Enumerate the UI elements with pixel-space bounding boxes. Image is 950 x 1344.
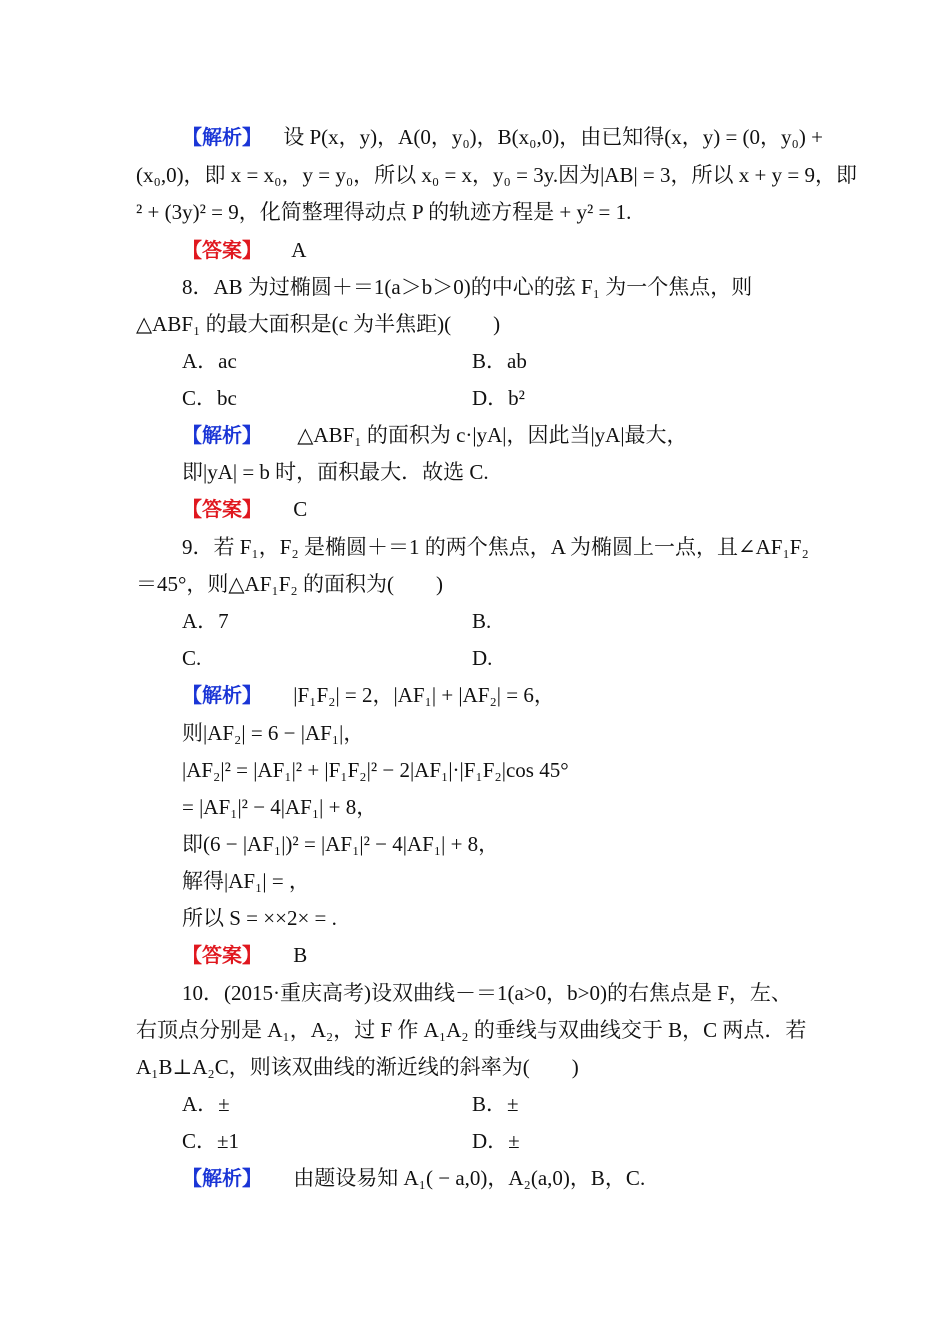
q8-analysis-line-1 <box>182 421 688 449</box>
q9-analysis-text-1: |F₁F₂| = 2，|AF₁| + |AF₂| = 6， <box>293 683 555 707</box>
q10-stem-line-1: 10．(2015·重庆高考)设双曲线－＝1(a>0，b>0)的右焦点是 F，左、 <box>182 981 792 1005</box>
q8-option-b[interactable]: B．ab <box>472 349 527 373</box>
answer-tag: 【答案】 <box>182 497 262 521</box>
q8-answer-value: C <box>293 497 308 521</box>
q9-answer-value: B <box>293 943 308 967</box>
q10-option-d[interactable]: D．± <box>472 1129 520 1153</box>
q9-option-c[interactable]: C. <box>182 646 202 670</box>
q9-answer-line <box>182 941 307 969</box>
q9-option-a[interactable]: A．7 <box>182 609 229 633</box>
q9-analysis-line-2: 则|AF₂| = 6 − |AF₁|， <box>182 721 365 745</box>
q7-answer-value: A <box>291 238 307 262</box>
q8-option-d[interactable]: D．b² <box>472 386 525 410</box>
analysis-tag: 【解析】 <box>182 1166 262 1190</box>
q8-stem-line-1: 8．AB 为过椭圆＋＝1(a＞b＞0)的中心的弦 F₁ 为一个焦点，则 <box>182 275 753 299</box>
q10-option-b[interactable]: B．± <box>472 1092 519 1116</box>
q8-answer-line <box>182 495 307 523</box>
q9-analysis-line-3: |AF₂|² = |AF₁|² + |F₁F₂|² − 2|AF₁|·|F₁F₂|cos 45° <box>182 758 569 782</box>
q10-analysis-line-1 <box>182 1164 645 1192</box>
q7-analysis-line-2: (x₀,0)，即 x = x₀，y = y₀，所以 x₀ = x，y₀ = 3y.因为|AB| = 3，所以 x + y = 9，即 <box>136 163 857 187</box>
q9-option-d[interactable]: D. <box>472 646 493 670</box>
q10-option-c[interactable]: C．±1 <box>182 1129 240 1153</box>
analysis-tag: 【解析】 <box>182 683 262 707</box>
analysis-tag: 【解析】 <box>182 125 262 149</box>
q9-analysis-line-4: = |AF₁|² − 4|AF₁| + 8， <box>182 795 378 819</box>
q10-analysis-text-1: 由题设易知 A₁( − a,0)，A₂(a,0)，B，C. <box>293 1166 646 1190</box>
answer-tag: 【答案】 <box>182 238 262 262</box>
q7-analysis-text-1: 设 P(x，y)，A(0，y₀)，B(x₀,0)，由已知得(x，y) = (0，y₀) + <box>283 125 823 149</box>
q9-stem-line-1: 9．若 F₁，F₂ 是椭圆＋＝1 的两个焦点，A 为椭圆上一点，且∠AF₁F₂ <box>182 535 809 559</box>
q8-option-c[interactable]: C．bc <box>182 386 237 410</box>
analysis-tag: 【解析】 <box>182 423 262 447</box>
q9-analysis-line-6: 解得|AF₁| = ， <box>182 869 310 893</box>
q7-analysis-line-3: ² + (3y)² = 9，化简整理得动点 P 的轨迹方程是 + y² = 1. <box>136 200 632 224</box>
q8-analysis-text-1: △ABF₁ 的面积为 c·|yA|，因此当|yA|最大， <box>297 423 688 447</box>
q9-analysis-line-7: 所以 S = ××2× = . <box>182 906 337 930</box>
q8-option-a[interactable]: A．ac <box>182 349 237 373</box>
q9-stem-line-2: ＝45°，则△AF₁F₂ 的面积为( ) <box>136 572 443 596</box>
q7-analysis-line-1 <box>182 123 823 151</box>
q10-stem-line-2: 右顶点分别是 A₁，A₂，过 F 作 A₁A₂ 的垂线与双曲线交于 B，C 两点．若 <box>136 1018 807 1042</box>
q9-analysis-line-5: 即(6 − |AF₁|)² = |AF₁|² − 4|AF₁| + 8， <box>182 832 500 856</box>
q8-analysis-line-2: 即|yA| = b 时，面积最大．故选 C. <box>182 460 489 484</box>
q9-analysis-line-1 <box>182 681 555 709</box>
q10-option-a[interactable]: A．± <box>182 1092 230 1116</box>
answer-tag: 【答案】 <box>182 943 262 967</box>
q9-option-b[interactable]: B. <box>472 609 492 633</box>
q8-stem-line-2: △ABF₁ 的最大面积是(c 为半焦距)( ) <box>136 312 501 336</box>
q7-answer-line <box>182 236 306 264</box>
q10-stem-line-3: A₁B⊥A₂C，则该双曲线的渐近线的斜率为( ) <box>136 1055 579 1079</box>
